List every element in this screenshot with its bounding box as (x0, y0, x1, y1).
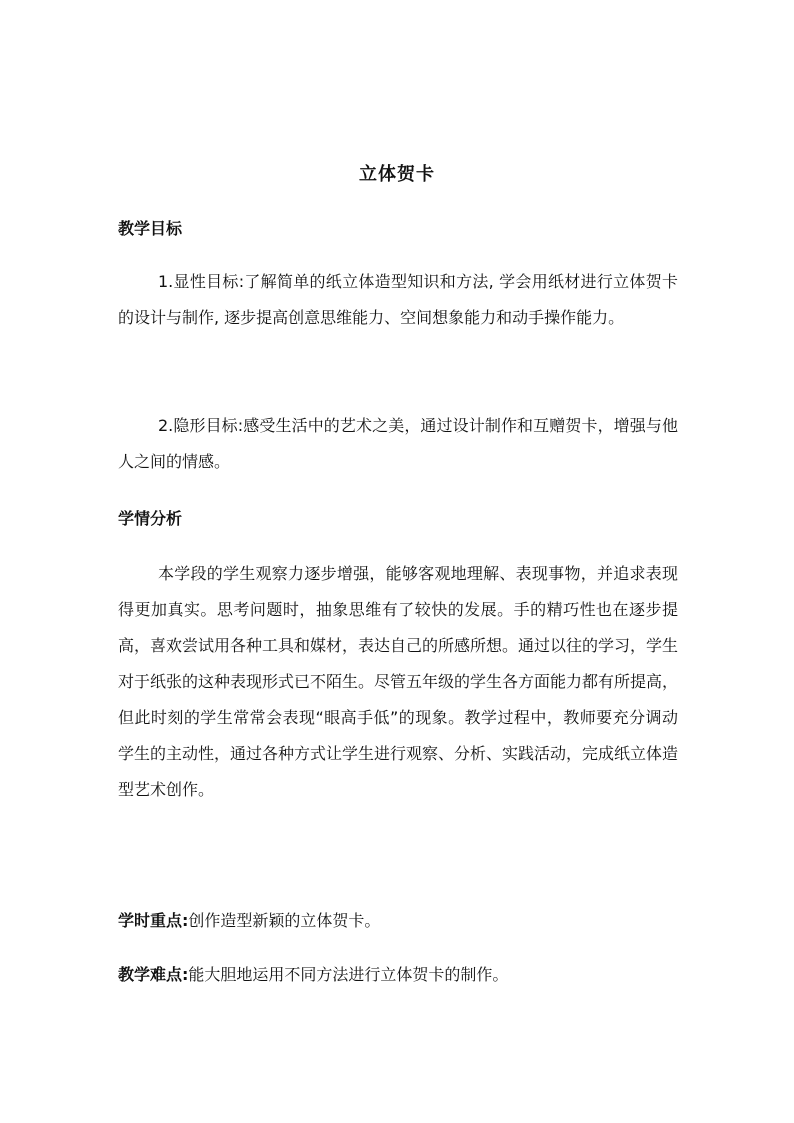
section-heading-objectives: 教学目标 (118, 219, 183, 238)
objective-item-2: 2.隐形目标:感受生活中的艺术之美，通过设计制作和互赠贺卡，增强与他人之间的情感。 (118, 416, 678, 471)
section-heading-analysis: 学情分析 (118, 509, 183, 528)
key-point-text: 创作造型新颖的立体贺卡。 (188, 911, 381, 930)
key-point-line (118, 908, 380, 931)
key-point-label: 学时重点: (118, 911, 189, 930)
difficulty-text: 能大胆地运用不同方法进行立体贺卡的制作。 (188, 965, 509, 984)
difficulty-line (118, 962, 508, 985)
analysis-paragraph: 本学段的学生观察力逐步增强，能够客观地理解、表现事物，并追求表现得更加真实。思考问题时，抽象思维有了较快的发展。手的精巧性也在逐步提高，喜欢尝试用各种工具和媒材，表达自己的所感所想。通过以往的学习，学生对于纸张的这种表现形式已不陌生。尽管五年级的学生各方面能力都有所提高，但此时刻的学生常常会表现“眼高手低”的现象。教学过程中，教师要充分调动学生的主动性，通过各种方式让学生进行观察、分析、实践活动，完成纸立体造型艺术创作。 (118, 564, 679, 799)
difficulty-label: 教学难点: (118, 965, 189, 984)
objective-item-1: 1.显性目标:了解简单的纸立体造型知识和方法, 学会用纸材进行立体贺卡的设计与制作, 逐步提高创意思维能力、空间想象能力和动手操作能力。 (118, 272, 678, 327)
page-title: 立体贺卡 (359, 164, 435, 185)
